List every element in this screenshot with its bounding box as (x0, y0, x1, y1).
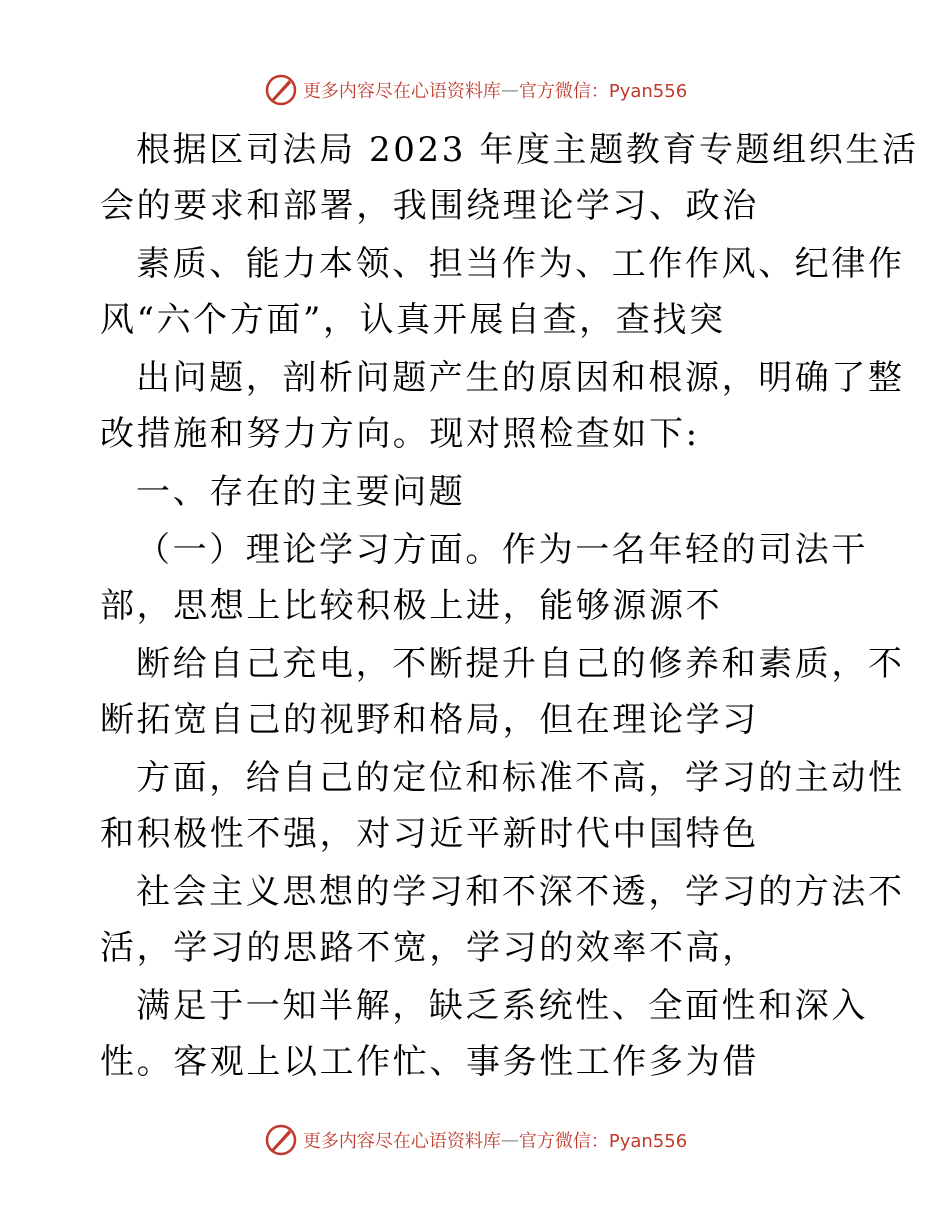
watermark-main-text: 更多内容尽在心语资料库 (302, 1131, 501, 1152)
paragraph-line: 方面，给自己的定位和标准不高，学习的主动性 (136, 758, 905, 798)
paragraph-line: 和积极性不强，对习近平新时代中国特色 (100, 814, 759, 854)
quill-seal-icon (263, 1122, 299, 1158)
paragraph-line: 断拓宽自己的视野和格局，但在理论学习 (100, 700, 759, 740)
paragraph-line: 断给自己充电，不断提升自己的修养和素质，不 (136, 644, 905, 684)
watermark-separator: — (500, 79, 519, 101)
paragraph-line: 活，学习的思路不宽，学习的效率不高， (100, 928, 759, 968)
paragraph-line: 社会主义思想的学习和不深不透，学习的方法不 (136, 872, 905, 912)
watermark-account-text: 官方微信：Pyan556 (518, 1131, 688, 1152)
watermark-main-text: 更多内容尽在心语资料库 (302, 81, 501, 102)
paragraph-line: （一）理论学习方面。作为一名年轻的司法干 (136, 530, 868, 570)
paragraph-line: 风“六个方面”，认真开展自查，查找突 (100, 300, 726, 340)
header-watermark (0, 70, 950, 110)
paragraph-line: 改措施和努力方向。现对照检查如下: (100, 414, 700, 454)
paragraph-line: 会的要求和部署，我围绕理论学习、政治 (100, 186, 759, 226)
quill-seal-icon (263, 72, 299, 108)
paragraph-line: 根据区司法局 2023 年度主题教育专题组织生活 (136, 130, 919, 170)
watermark-account-text: 官方微信：Pyan556 (518, 81, 688, 102)
watermark-separator: — (500, 1129, 519, 1151)
footer-watermark (0, 1120, 950, 1160)
paragraph-line: 性。客观上以工作忙、事务性工作多为借 (100, 1042, 759, 1082)
paragraph-line: 部，思想上比较积极上进，能够源源不 (100, 586, 723, 626)
paragraph-line: 素质、能力本领、担当作为、工作作风、纪律作 (136, 244, 905, 284)
paragraph-line: 满足于一知半解，缺乏系统性、全面性和深入 (136, 986, 868, 1026)
paragraph-line: 出问题，剖析问题产生的原因和根源，明确了整 (136, 358, 905, 398)
section-heading: 一、存在的主要问题 (136, 472, 466, 512)
